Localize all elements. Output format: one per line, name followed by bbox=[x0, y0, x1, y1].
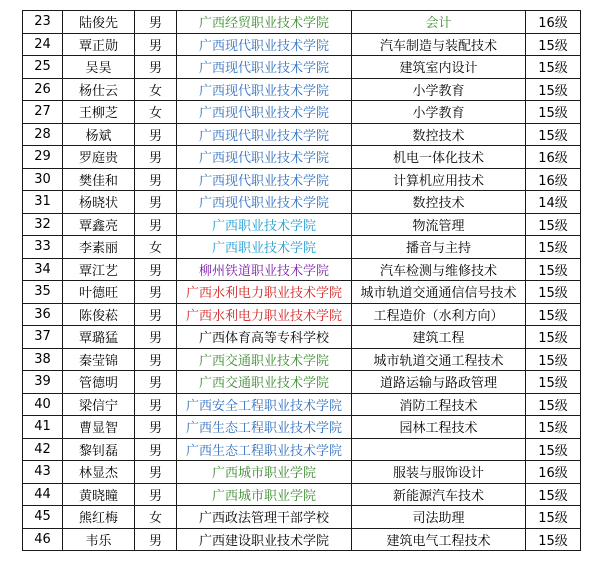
major-cell: 新能源汽车技术 bbox=[352, 483, 526, 506]
student-name-cell: 梁信宁 bbox=[63, 393, 135, 416]
table-row bbox=[23, 371, 581, 394]
row-number-cell: 44 bbox=[23, 483, 63, 506]
grade-cell: 15级 bbox=[526, 438, 581, 461]
major-cell: 数控技术 bbox=[352, 191, 526, 214]
grade-cell: 15级 bbox=[526, 56, 581, 79]
table-row bbox=[23, 483, 581, 506]
gender-cell: 男 bbox=[135, 461, 177, 484]
major-cell: 小学教育 bbox=[352, 78, 526, 101]
grade-cell: 15级 bbox=[526, 123, 581, 146]
row-number-cell: 25 bbox=[23, 56, 63, 79]
row-number-cell: 39 bbox=[23, 371, 63, 394]
school-cell: 广西现代职业技术学院 bbox=[177, 56, 352, 79]
school-cell: 广西政法管理干部学校 bbox=[177, 506, 352, 529]
student-name-cell: 杨晓状 bbox=[63, 191, 135, 214]
student-name-cell: 黄晓瞳 bbox=[63, 483, 135, 506]
table-row bbox=[23, 326, 581, 349]
major-cell: 建筑电气工程技术 bbox=[352, 528, 526, 551]
school-cell: 柳州铁道职业技术学院 bbox=[177, 258, 352, 281]
row-number-cell: 33 bbox=[23, 236, 63, 259]
student-name-cell: 杨仕云 bbox=[63, 78, 135, 101]
row-number-cell: 46 bbox=[23, 528, 63, 551]
school-cell: 广西体育高等专科学校 bbox=[177, 326, 352, 349]
major-cell: 园林工程技术 bbox=[352, 416, 526, 439]
gender-cell: 女 bbox=[135, 236, 177, 259]
major-cell bbox=[352, 438, 526, 461]
student-name-cell: 韦乐 bbox=[63, 528, 135, 551]
student-name-cell: 覃江艺 bbox=[63, 258, 135, 281]
row-number-cell: 26 bbox=[23, 78, 63, 101]
grade-cell: 15级 bbox=[526, 101, 581, 124]
row-number-cell: 41 bbox=[23, 416, 63, 439]
row-number-cell: 35 bbox=[23, 281, 63, 304]
row-number-cell: 34 bbox=[23, 258, 63, 281]
student-name-cell: 林显杰 bbox=[63, 461, 135, 484]
school-cell: 广西生态工程职业技术学院 bbox=[177, 416, 352, 439]
major-cell: 播音与主持 bbox=[352, 236, 526, 259]
table-row bbox=[23, 416, 581, 439]
table-row bbox=[23, 348, 581, 371]
grade-cell: 15级 bbox=[526, 236, 581, 259]
table-row bbox=[23, 303, 581, 326]
grade-cell: 15级 bbox=[526, 371, 581, 394]
grade-cell: 15级 bbox=[526, 213, 581, 236]
table-row bbox=[23, 11, 581, 34]
student-name-cell: 覃鑫亮 bbox=[63, 213, 135, 236]
gender-cell: 女 bbox=[135, 506, 177, 529]
school-cell: 广西生态工程职业技术学院 bbox=[177, 438, 352, 461]
major-cell: 消防工程技术 bbox=[352, 393, 526, 416]
school-cell: 广西交通职业技术学院 bbox=[177, 348, 352, 371]
row-number-cell: 37 bbox=[23, 326, 63, 349]
row-number-cell: 30 bbox=[23, 168, 63, 191]
gender-cell: 男 bbox=[135, 56, 177, 79]
gender-cell: 男 bbox=[135, 326, 177, 349]
table-row bbox=[23, 56, 581, 79]
student-name-cell: 樊佳和 bbox=[63, 168, 135, 191]
table-row bbox=[23, 123, 581, 146]
major-cell: 城市轨道交通通信信号技术 bbox=[352, 281, 526, 304]
grade-cell: 14级 bbox=[526, 191, 581, 214]
student-name-cell: 杨斌 bbox=[63, 123, 135, 146]
table-row bbox=[23, 281, 581, 304]
gender-cell: 男 bbox=[135, 416, 177, 439]
row-number-cell: 40 bbox=[23, 393, 63, 416]
gender-cell: 男 bbox=[135, 303, 177, 326]
student-name-cell: 陈俊菘 bbox=[63, 303, 135, 326]
gender-cell: 男 bbox=[135, 191, 177, 214]
row-number-cell: 36 bbox=[23, 303, 63, 326]
grade-cell: 15级 bbox=[526, 348, 581, 371]
gender-cell: 男 bbox=[135, 393, 177, 416]
major-cell: 小学教育 bbox=[352, 101, 526, 124]
school-cell: 广西现代职业技术学院 bbox=[177, 101, 352, 124]
school-cell: 广西经贸职业技术学院 bbox=[177, 11, 352, 34]
table-row bbox=[23, 33, 581, 56]
gender-cell: 女 bbox=[135, 78, 177, 101]
grade-cell: 15级 bbox=[526, 416, 581, 439]
school-cell: 广西水利电力职业技术学院 bbox=[177, 303, 352, 326]
gender-cell: 男 bbox=[135, 168, 177, 191]
school-cell: 广西建设职业技术学院 bbox=[177, 528, 352, 551]
gender-cell: 男 bbox=[135, 438, 177, 461]
school-cell: 广西城市职业学院 bbox=[177, 461, 352, 484]
grade-cell: 15级 bbox=[526, 393, 581, 416]
school-cell: 广西安全工程职业技术学院 bbox=[177, 393, 352, 416]
row-number-cell: 45 bbox=[23, 506, 63, 529]
table-row bbox=[23, 258, 581, 281]
major-cell: 汽车制造与装配技术 bbox=[352, 33, 526, 56]
student-name-cell: 黎钊磊 bbox=[63, 438, 135, 461]
major-cell: 建筑室内设计 bbox=[352, 56, 526, 79]
grade-cell: 16级 bbox=[526, 461, 581, 484]
student-name-cell: 罗庭贵 bbox=[63, 146, 135, 169]
school-cell: 广西水利电力职业技术学院 bbox=[177, 281, 352, 304]
major-cell: 工程造价（水利方向） bbox=[352, 303, 526, 326]
major-cell: 司法助理 bbox=[352, 506, 526, 529]
table-row bbox=[23, 78, 581, 101]
table-row bbox=[23, 213, 581, 236]
grade-cell: 15级 bbox=[526, 33, 581, 56]
school-cell: 广西职业技术学院 bbox=[177, 236, 352, 259]
gender-cell: 男 bbox=[135, 213, 177, 236]
grade-cell: 15级 bbox=[526, 258, 581, 281]
grade-cell: 16级 bbox=[526, 146, 581, 169]
school-cell: 广西现代职业技术学院 bbox=[177, 123, 352, 146]
table-row bbox=[23, 506, 581, 529]
grade-cell: 15级 bbox=[526, 483, 581, 506]
table-row bbox=[23, 393, 581, 416]
student-name-cell: 李素丽 bbox=[63, 236, 135, 259]
major-cell: 汽车检测与维修技术 bbox=[352, 258, 526, 281]
gender-cell: 男 bbox=[135, 281, 177, 304]
major-cell: 建筑工程 bbox=[352, 326, 526, 349]
major-cell: 机电一体化技术 bbox=[352, 146, 526, 169]
table-row bbox=[23, 191, 581, 214]
student-name-cell: 覃璐猛 bbox=[63, 326, 135, 349]
major-cell: 计算机应用技术 bbox=[352, 168, 526, 191]
school-cell: 广西现代职业技术学院 bbox=[177, 168, 352, 191]
school-cell: 广西交通职业技术学院 bbox=[177, 371, 352, 394]
row-number-cell: 23 bbox=[23, 11, 63, 34]
row-number-cell: 42 bbox=[23, 438, 63, 461]
student-name-cell: 熊红梅 bbox=[63, 506, 135, 529]
major-cell: 物流管理 bbox=[352, 213, 526, 236]
school-cell: 广西现代职业技术学院 bbox=[177, 78, 352, 101]
table-row bbox=[23, 461, 581, 484]
table-row bbox=[23, 438, 581, 461]
student-name-cell: 陆俊先 bbox=[63, 11, 135, 34]
table-row bbox=[23, 168, 581, 191]
grade-cell: 15级 bbox=[526, 78, 581, 101]
student-name-cell: 曹显智 bbox=[63, 416, 135, 439]
table-row bbox=[23, 101, 581, 124]
grade-cell: 16级 bbox=[526, 11, 581, 34]
row-number-cell: 28 bbox=[23, 123, 63, 146]
student-name-cell: 秦莹锦 bbox=[63, 348, 135, 371]
gender-cell: 男 bbox=[135, 11, 177, 34]
gender-cell: 男 bbox=[135, 123, 177, 146]
grade-cell: 15级 bbox=[526, 303, 581, 326]
row-number-cell: 38 bbox=[23, 348, 63, 371]
gender-cell: 男 bbox=[135, 348, 177, 371]
student-table bbox=[22, 10, 581, 551]
school-cell: 广西现代职业技术学院 bbox=[177, 33, 352, 56]
table-row bbox=[23, 146, 581, 169]
row-number-cell: 24 bbox=[23, 33, 63, 56]
student-table-body bbox=[23, 11, 581, 551]
grade-cell: 16级 bbox=[526, 168, 581, 191]
gender-cell: 女 bbox=[135, 101, 177, 124]
school-cell: 广西城市职业学院 bbox=[177, 483, 352, 506]
row-number-cell: 29 bbox=[23, 146, 63, 169]
row-number-cell: 27 bbox=[23, 101, 63, 124]
table-row bbox=[23, 236, 581, 259]
row-number-cell: 43 bbox=[23, 461, 63, 484]
school-cell: 广西现代职业技术学院 bbox=[177, 191, 352, 214]
grade-cell: 15级 bbox=[526, 528, 581, 551]
gender-cell: 男 bbox=[135, 371, 177, 394]
grade-cell: 15级 bbox=[526, 506, 581, 529]
grade-cell: 15级 bbox=[526, 281, 581, 304]
gender-cell: 男 bbox=[135, 33, 177, 56]
table-row bbox=[23, 528, 581, 551]
gender-cell: 男 bbox=[135, 258, 177, 281]
student-name-cell: 吴昊 bbox=[63, 56, 135, 79]
row-number-cell: 32 bbox=[23, 213, 63, 236]
student-name-cell: 管德明 bbox=[63, 371, 135, 394]
school-cell: 广西职业技术学院 bbox=[177, 213, 352, 236]
row-number-cell: 31 bbox=[23, 191, 63, 214]
student-name-cell: 王柳芝 bbox=[63, 101, 135, 124]
student-name-cell: 叶德旺 bbox=[63, 281, 135, 304]
student-name-cell: 覃正勋 bbox=[63, 33, 135, 56]
gender-cell: 男 bbox=[135, 146, 177, 169]
gender-cell: 男 bbox=[135, 483, 177, 506]
major-cell: 数控技术 bbox=[352, 123, 526, 146]
major-cell: 道路运输与路政管理 bbox=[352, 371, 526, 394]
major-cell: 服装与服饰设计 bbox=[352, 461, 526, 484]
grade-cell: 15级 bbox=[526, 326, 581, 349]
major-cell: 会计 bbox=[352, 11, 526, 34]
major-cell: 城市轨道交通工程技术 bbox=[352, 348, 526, 371]
gender-cell: 男 bbox=[135, 528, 177, 551]
school-cell: 广西现代职业技术学院 bbox=[177, 146, 352, 169]
